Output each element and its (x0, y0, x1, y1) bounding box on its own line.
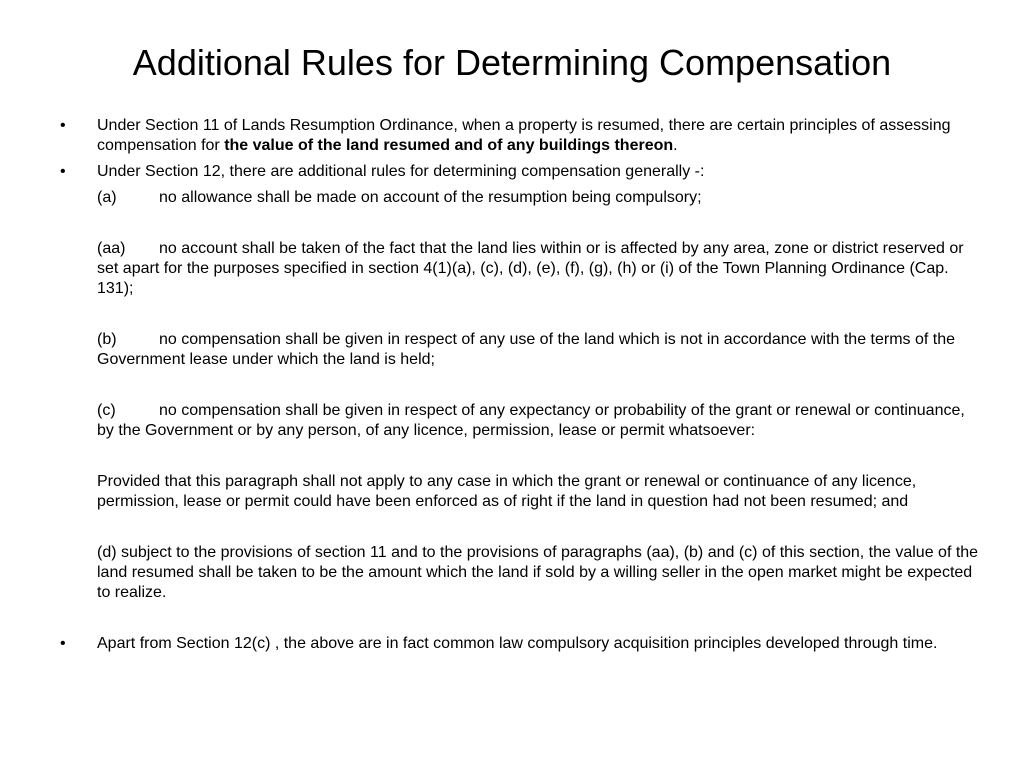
clause-text: no compensation shall be given in respect of any expectancy or probability of the grant or renewal or continuance, by the Government or by any person, of any licence, permission, lease or permit whatsoever: (97, 402, 965, 439)
clause-b (97, 330, 980, 370)
clause-text: (d) subject to the provisions of section 11 and to the provisions of paragraphs (aa), (b) and (c) of this section, the value of the land resumed shall be taken to be the amount which the land if sold by a willing seller in the open market might be expected to realize. (97, 544, 979, 601)
clause-d (97, 543, 980, 603)
bullet-text: Under Section 11 of Lands Resumption Ordinance, when a property is resumed, there are certain principles of assessing compensation for (97, 117, 951, 154)
clause-text: no account shall be taken of the fact that the land lies within or is affected by any area, zone or district reserved or set apart for the purposes specified in section 4(1)(a), (c), (d), (e), (f), (g), (h) or (i) of the Town Planning Ordinance (Cap. 131); (97, 240, 964, 297)
clause-label: (c) (97, 402, 116, 419)
bullet-text-end: . (673, 137, 678, 154)
bullet-text: Under Section 12, there are additional rules for determining compensation generally -: (97, 163, 705, 180)
clause-a (97, 188, 980, 208)
slide-title: Additional Rules for Determining Compensation (132, 42, 892, 83)
clause-text: Provided that this paragraph shall not apply to any case in which the grant or renewal or continuance of any licence, permission, lease or permit could have been enforced as of right if the land in question had not been resumed; and (97, 473, 917, 510)
slide-content (60, 116, 980, 654)
clause-label: (aa) (97, 240, 126, 257)
clause-text: no compensation shall be given in respect of any use of the land which is not in accordance with the terms of the Government lease under which the land is held; (97, 331, 956, 368)
bullet-icon: • (60, 635, 66, 652)
clause-aa (97, 239, 980, 299)
bullet-item-section-11 (60, 116, 980, 156)
clause-label: (b) (97, 331, 117, 348)
bullet-item-section-12 (60, 162, 980, 182)
bullet-icon: • (60, 163, 66, 180)
bullet-item-common-law (60, 634, 980, 654)
clause-proviso (97, 472, 980, 512)
clause-c (97, 401, 980, 441)
bullet-text: Apart from Section 12(c) , the above are in fact common law compulsory acquisition principles developed through time. (97, 635, 938, 652)
bullet-icon: • (60, 117, 66, 134)
clause-text: no allowance shall be made on account of the resumption being compulsory; (159, 189, 702, 206)
clause-label: (a) (97, 189, 117, 206)
bullet-bold-text: the value of the land resumed and of any buildings thereon (224, 137, 674, 154)
